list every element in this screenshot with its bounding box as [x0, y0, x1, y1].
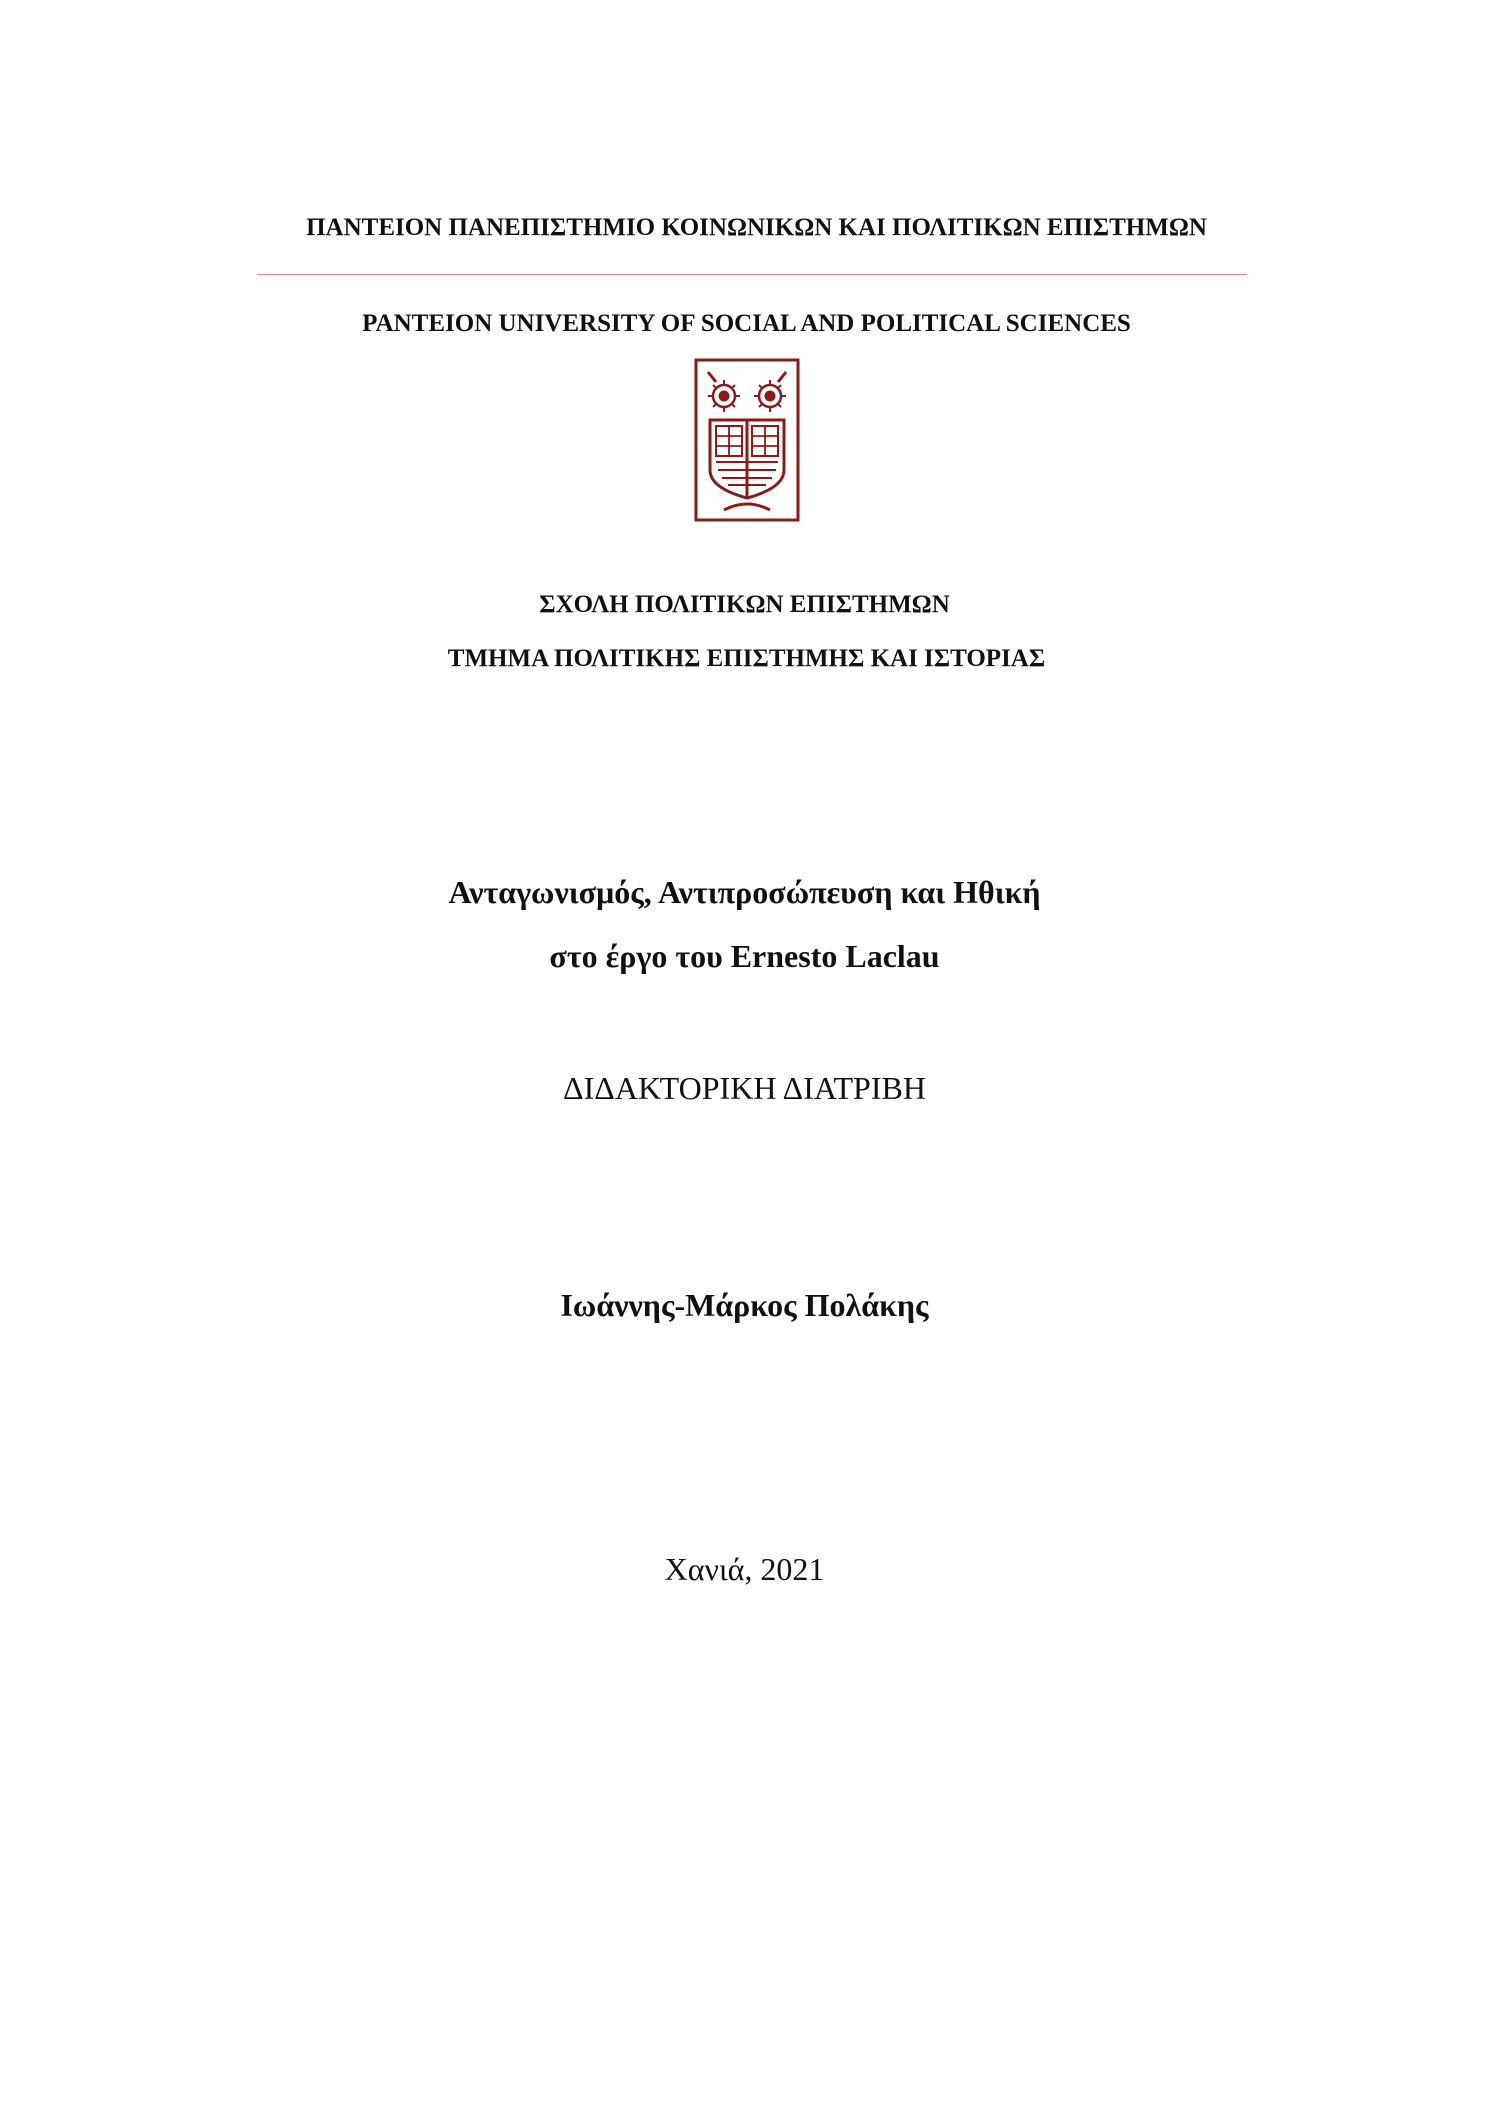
thesis-title-line-2: στο έργο του Ernesto Laclau: [549, 938, 940, 974]
department-name: ΤΜΗΜΑ ΠΟΛΙΤΙΚΗΣ ΕΠΙΣΤΗΜΗΣ ΚΑΙ ΙΣΤΟΡΙΑΣ: [447, 645, 1046, 672]
university-name-english: PANTEION UNIVERSITY OF SOCIAL AND POLITICAL SCIENCES: [362, 310, 1131, 337]
university-name-greek: ΠΑΝΤΕΙΟΝ ΠΑΝΕΠΙΣΤΗΜΙΟ ΚΟΙΝΩΝΙΚΩΝ ΚΑΙ ΠΟΛΙΤΙΚΩΝ ΕΠΙΣΤΗΜΩΝ: [306, 214, 1207, 241]
thesis-title-line-1: Ανταγωνισμός, Αντιπροσώπευση και Ηθική: [448, 874, 1041, 910]
school-name: ΣΧΟΛΗ ΠΟΛΙΤΙΚΩΝ ΕΠΙΣΤΗΜΩΝ: [539, 591, 950, 618]
university-emblem-icon: [694, 358, 800, 522]
author-name: Ιωάννης-Μάρκος Πολάκης: [560, 1287, 929, 1323]
document-type: ΔΙΔΑΚΤΟΡΙΚΗ ΔΙΑΤΡΙΒΗ: [563, 1070, 926, 1106]
place-and-date: Χανιά, 2021: [664, 1551, 825, 1587]
header-divider: [257, 274, 1247, 275]
